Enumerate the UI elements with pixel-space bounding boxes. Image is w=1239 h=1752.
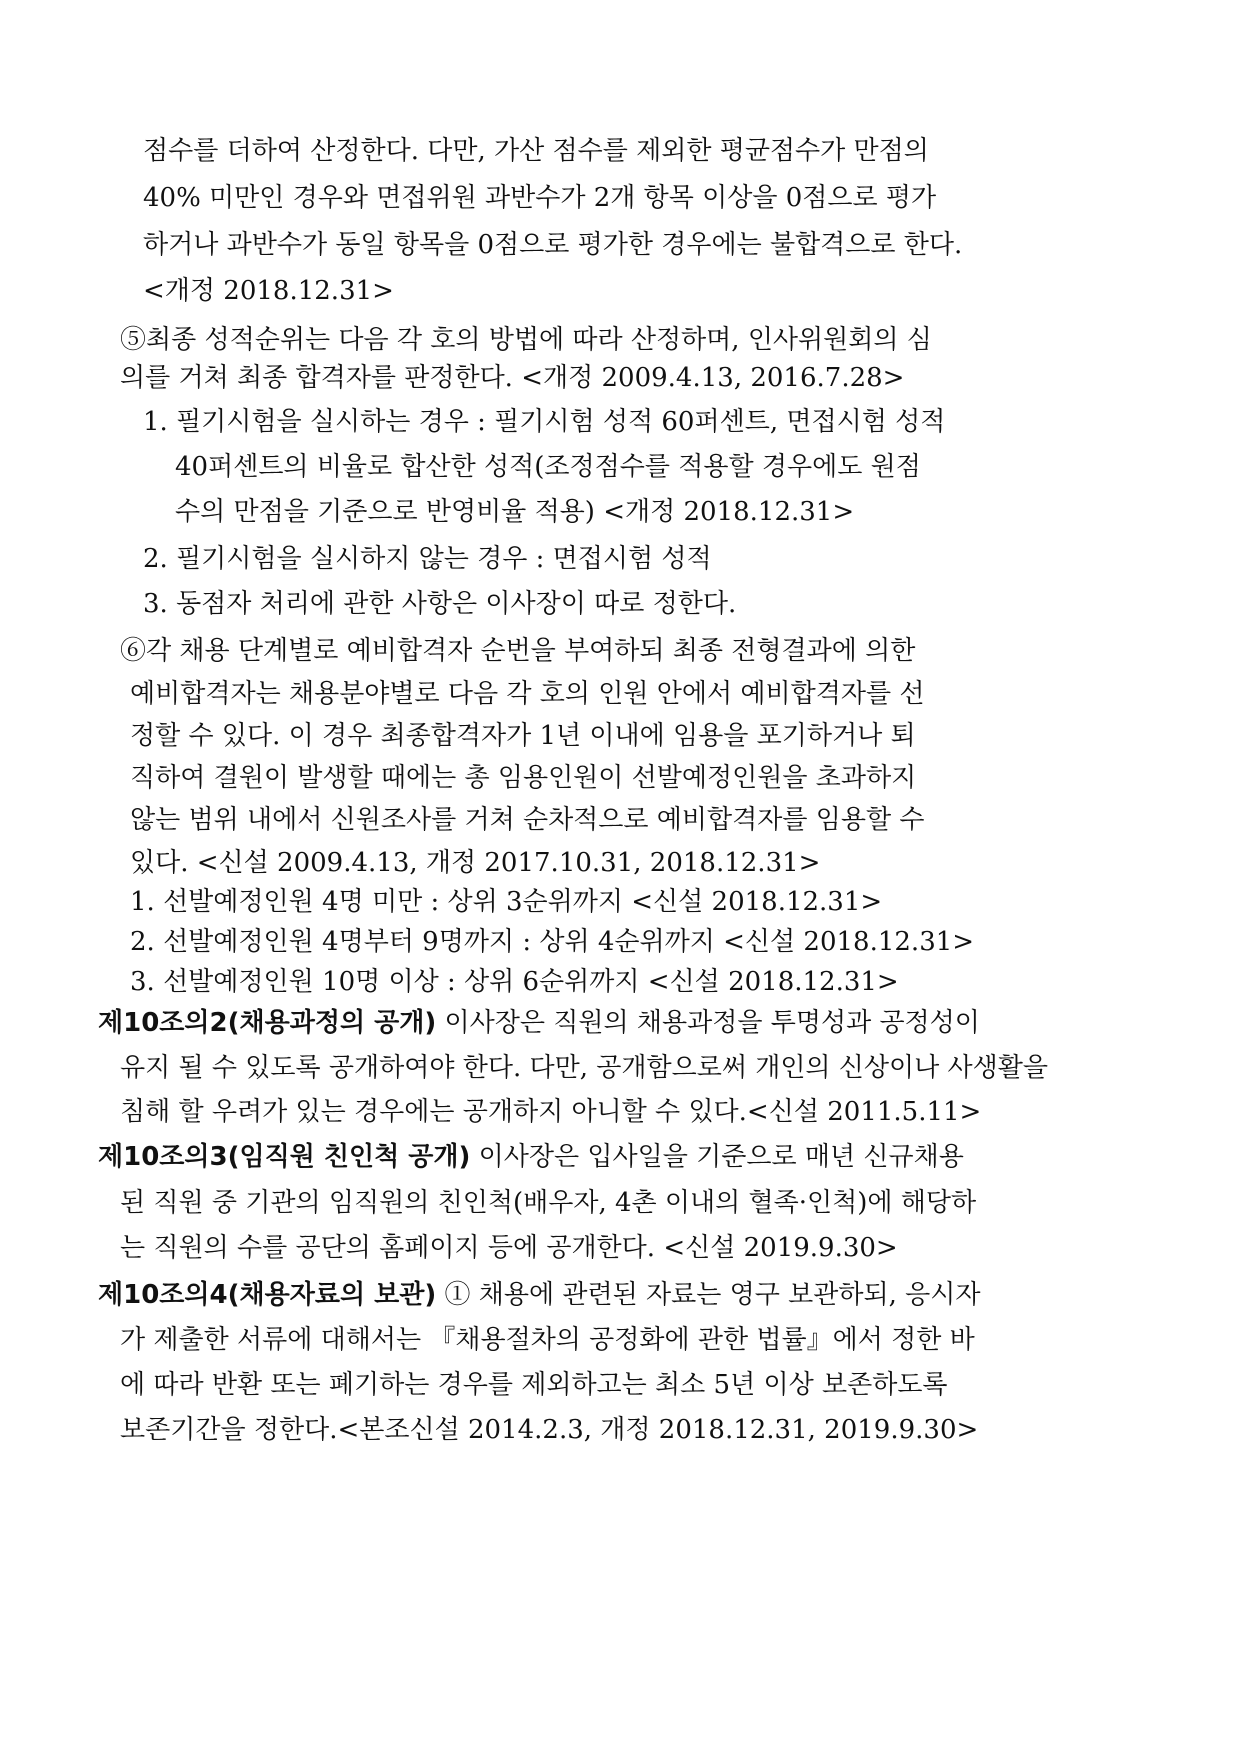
para5-line-2: 의를 거쳐 최종 합격자를 판정한다. <개정 2009.4.13, 2016.7.28> <box>120 363 905 393</box>
para6-line-1: ⑥각 채용 단계별로 예비합격자 순번을 부여하되 최종 전형결과에 의한 <box>120 636 916 666</box>
para6-item-2: 2. 선발예정인원 4명부터 9명까지 : 상위 4순위까지 <신설 2018.12.31> <box>130 927 975 957</box>
para5-item-1-line-2: 40퍼센트의 비율로 합산한 성적(조정점수를 적용할 경우에도 원점 <box>175 452 921 482</box>
para6-line-5: 않는 범위 내에서 신원조사를 거쳐 순차적으로 예비합격자를 임용할 수 <box>130 805 925 835</box>
para6-item-3: 3. 선발예정인원 10명 이상 : 상위 6순위까지 <신설 2018.12.31> <box>130 967 899 997</box>
para6-line-4: 직하여 결원이 발생할 때에는 총 임용인원이 선발예정인원을 초과하지 <box>130 763 917 793</box>
para5-item-2: 2. 필기시험을 실시하지 않는 경우 : 면접시험 성적 <box>143 544 712 574</box>
article-10-3-title: 제10조의3(임직원 친인척 공개) <box>98 1142 471 1172</box>
para5-line-1: ⑤최종 성적순위는 다음 각 호의 방법에 따라 산정하며, 인사위원회의 심 <box>120 325 932 355</box>
article-10-3-line-3: 는 직원의 수를 공단의 홈페이지 등에 공개한다. <신설 2019.9.30> <box>120 1233 898 1263</box>
article-10-4-line-1-text: ① 채용에 관련된 자료는 영구 보관하되, 응시자 <box>436 1280 981 1310</box>
article-10-2-line-3: 침해 할 우려가 있는 경우에는 공개하지 아니할 수 있다.<신설 2011.5.11> <box>120 1097 982 1127</box>
para4-line-2: 40% 미만인 경우와 면접위원 과반수가 2개 항목 이상을 0점으로 평가 <box>143 183 937 213</box>
article-10-4-title: 제10조의4(채용자료의 보관) <box>98 1280 437 1310</box>
para4-line-1: 점수를 더하여 산정한다. 다만, 가산 점수를 제외한 평균점수가 만점의 <box>143 136 929 166</box>
para5-item-1-line-1: 1. 필기시험을 실시하는 경우 : 필기시험 성적 60퍼센트, 면접시험 성적 <box>143 407 946 437</box>
para6-line-6: 있다. <신설 2009.4.13, 개정 2017.10.31, 2018.12.31> <box>130 848 821 878</box>
article-10-3-line-1 <box>98 1137 964 1177</box>
para6-item-1: 1. 선발예정인원 4명 미만 : 상위 3순위까지 <신설 2018.12.31> <box>130 887 883 917</box>
para4-line-3: 하거나 과반수가 동일 항목을 0점으로 평가한 경우에는 불합격으로 한다. <box>143 230 963 260</box>
para6-line-2: 예비합격자는 채용분야별로 다음 각 호의 인원 안에서 예비합격자를 선 <box>130 679 925 709</box>
para4-line-4: <개정 2018.12.31> <box>143 276 394 306</box>
para5-item-1-line-3: 수의 만점을 기준으로 반영비율 적용) <개정 2018.12.31> <box>175 497 855 527</box>
article-10-4-line-1 <box>98 1275 980 1315</box>
para5-item-3: 3. 동점자 처리에 관한 사항은 이사장이 따로 정한다. <box>143 589 737 619</box>
article-10-4-line-4: 보존기간을 정한다.<본조신설 2014.2.3, 개정 2018.12.31, 2019.9.30> <box>120 1415 979 1445</box>
article-10-3-line-2: 된 직원 중 기관의 임직원의 친인척(배우자, 4촌 이내의 혈족·인척)에 해당하 <box>120 1188 977 1218</box>
article-10-2-title: 제10조의2(채용과정의 공개) <box>98 1008 437 1038</box>
article-10-2-line-1 <box>98 1003 980 1043</box>
article-10-2-line-1-text: 이사장은 직원의 채용과정을 투명성과 공정성이 <box>436 1008 980 1038</box>
article-10-3-line-1-text: 이사장은 입사일을 기준으로 매년 신규채용 <box>470 1142 964 1172</box>
article-10-4-line-3: 에 따라 반환 또는 폐기하는 경우를 제외하고는 최소 5년 이상 보존하도록 <box>120 1370 948 1400</box>
article-10-2-line-2: 유지 될 수 있도록 공개하여야 한다. 다만, 공개함으로써 개인의 신상이나 사생활을 <box>120 1053 1049 1083</box>
para6-line-3: 정할 수 있다. 이 경우 최종합격자가 1년 이내에 임용을 포기하거나 퇴 <box>130 721 916 751</box>
article-10-4-line-2: 가 제출한 서류에 대해서는 『채용절차의 공정화에 관한 법률』에서 정한 바 <box>120 1325 975 1355</box>
